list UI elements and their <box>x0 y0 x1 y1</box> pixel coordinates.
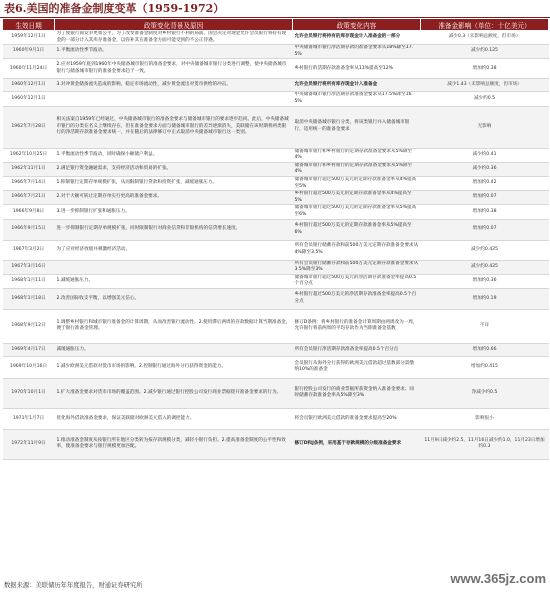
header-content: 政策变化内容 <box>293 19 421 31</box>
table-row <box>3 106 549 148</box>
row-date: 1968年1月18日 <box>3 288 55 309</box>
row-background: 优化海外借款准备金要求，保证美联储对欧洲美元借入的调控能力。 <box>55 408 293 429</box>
row-background: 3.进一步抑制银行扩张和通胀压力。 <box>55 205 293 219</box>
row-date: 1962年7月28日 <box>3 106 55 148</box>
table-row <box>3 429 549 459</box>
row-impact: 11月9日减少约2.5，11月16日减少约1.0，11月23日增加约0.3 <box>421 429 549 459</box>
row-background: 2.对于大额可转让定期存单实行更高的准备金要求。 <box>55 191 293 205</box>
row-date: 1966年9月15日 <box>3 219 55 240</box>
table-row <box>3 176 549 190</box>
row-content: 储备城市银行超过500万美元的定期存款准备金率从4%提高至5% <box>293 176 421 190</box>
header-date: 生效日期 <box>3 19 55 31</box>
row-date: 1969年4月17日 <box>3 343 55 356</box>
header-impact: 准备金影响（单位：十亿美元） <box>421 19 549 31</box>
row-content: 乡村银行超过500万美元的净活期存款准备金率提高0.5个百分点 <box>293 288 421 309</box>
row-date: 1962年10月25日 <box>3 148 55 162</box>
table-row <box>3 288 549 309</box>
row-date: 1972年11月9日 <box>3 429 55 459</box>
row-content: 中央储备城市银行净活期存款的准备金要求从18%降至17.5% <box>293 45 421 59</box>
row-content: 乡村银行超过500万美元的定期存款准备金率从5%提高至6% <box>293 219 421 240</box>
row-impact: 减少约0.125 <box>421 45 549 59</box>
row-content: 所有会员银行储蓄存款和前500万美元定期存款准备金要求从3.5%降至3% <box>293 260 421 274</box>
row-background: 为了应对经济放缓并刺激经济活动。 <box>55 240 293 260</box>
table-row <box>3 219 549 240</box>
row-background <box>55 92 293 106</box>
table-row <box>3 148 549 162</box>
table-row <box>3 356 549 378</box>
table-row <box>3 79 549 92</box>
row-background: 2.改善国际收支平衡，以增强美元信心。 <box>55 288 293 309</box>
row-content: 储备城市银行超过500万美元的定期存款准备金率从5%提高至6% <box>293 205 421 219</box>
table-row <box>3 309 549 343</box>
row-background: 1.推动准备金制度从按银行所在地区分类转为按存款规模分类，减轻小银行负担。2.提高准备金制度的公平性和效率，使准备金要求与银行规模更加匹配。 <box>55 429 293 459</box>
row-background <box>55 260 293 274</box>
watermark: www.365jz.com <box>450 571 546 586</box>
row-content: 允许会员银行将所有库存现金计入准备金 <box>293 79 421 92</box>
table-row <box>3 191 549 205</box>
row-date: 1962年11月1日 <box>3 162 55 176</box>
row-content: 储备城市银行和乡村银行的定期存款准备金要求从5%降至4% <box>293 148 421 162</box>
row-date: 1968年1月11日 <box>3 274 55 288</box>
table-row <box>3 408 549 429</box>
row-date: 1960年12月1日 <box>3 79 55 92</box>
row-content: 乡村银行超过500万美元的定期存款准备金率从4%提高至5% <box>293 191 421 205</box>
table-row <box>3 162 549 176</box>
row-content: 所有会员银行储蓄存款和前500万美元定期存款准备金要求从4%降至3.5% <box>293 240 421 260</box>
row-impact: 增加约0.38 <box>421 59 549 79</box>
table-row <box>3 205 549 219</box>
row-date: 1960年9月1日 <box>3 45 55 59</box>
row-content: 储备城市银行和乡村银行的定期存款准备金要求从5%降至4% <box>293 162 421 176</box>
table-header <box>3 19 549 31</box>
row-impact: 增加约0.19 <box>421 288 549 309</box>
row-background: 相关法案自1959年已经通过，中央储备城市银行的准备金要求与储备城市银行的要求逐步趋同。此后，中央储备城市银行的分类在名义上继续存在，但在准备金要求方面与储备城市银行的差异逐渐消失，美联储在该时期将两类银行的净活期存款准备金要求统一，并在随后的法律修订中正式取消中央储备城市银行这一类别。 <box>55 106 293 148</box>
row-background: 1.扩大准备金要求对货币市场的覆盖范围。2.减少银行通过银行控股公司发行商业票据绕开准备金要求的行为。 <box>55 378 293 408</box>
table-body <box>3 31 549 460</box>
row-impact: 减少约0.36 <box>421 162 549 176</box>
row-content: 银行控股公司发行的商业票据所获资金纳入准备金要求；同时储蓄存款准备金率从5%降至3% <box>293 378 421 408</box>
row-impact: 增加约0.07 <box>421 219 549 240</box>
row-date: 1971年1月7日 <box>3 408 55 429</box>
row-impact: 减少约0.425 <box>421 260 549 274</box>
row-impact: 减少1.43（未影响总额度，但市场） <box>421 79 549 92</box>
row-impact: 减少0.3（未影响总额度，但市场） <box>421 31 549 45</box>
reserve-requirement-table <box>2 18 549 460</box>
row-impact: 减少约0.5 <box>421 92 549 106</box>
row-impact: 不详 <box>421 309 549 343</box>
row-background: 1.平衡流动性季节波动。 <box>55 45 293 59</box>
source-note: 数据来源：美联储历年年度报告，财通证券研究所 <box>4 582 143 589</box>
row-impact: 增加约0.07 <box>421 191 549 205</box>
row-background: 1.抑制银行定期存单规模扩张，从而限制银行贷款和投资扩张，减缓通胀压力。 <box>55 176 293 190</box>
row-content: 会员银行从海外分行获得的欧洲美元借款超过基数部分需缴纳10%的准备金 <box>293 356 421 378</box>
row-impact: 增加约0.38 <box>421 205 549 219</box>
row-date: 1969年10月16日 <box>3 356 55 378</box>
row-date: 1960年11月24日 <box>3 59 55 79</box>
table-row <box>3 343 549 356</box>
row-background: 3.对冲黄金储备流失造成的影响，稳定市场流动性，减少黄金流出对货币供给的冲击。 <box>55 79 293 92</box>
row-date: 1966年7月14日 <box>3 176 55 190</box>
row-date: 1966年9月8日 <box>3 205 55 219</box>
row-impact: 增加约0.42 <box>421 176 549 190</box>
row-content: 乡村银行的活期存款准备金率从11%提高至12% <box>293 59 421 79</box>
row-date: 1967年3月16日 <box>3 260 55 274</box>
row-content: 将会员银行欧洲美元借款的准备金要求提高至20% <box>293 408 421 429</box>
row-background: 进一步抑制银行定期存单规模扩张，同时限制银行对商业信贷和非银机构的信贷增长速度。 <box>55 219 293 240</box>
row-impact: 净减少约0.5 <box>421 378 549 408</box>
row-date: 1968年9月12日 <box>3 309 55 343</box>
table-row <box>3 31 549 45</box>
row-background: 为了使银行间竞争更加公平，为了改变准备金制度对乡村银行不利的局面，国会决定对现金允许会员银行将持有现金的一部分计入其库存准备金，以弥补其在准备金方面可能受到的不公正待遇。 <box>55 31 293 45</box>
table-title: 表6.美国的准备金制度变革（1959-1972） <box>0 0 550 18</box>
row-content: 允许会员银行将持有的库存现金计入准备金的一部分 <box>293 31 421 45</box>
row-impact: 减少约0.425 <box>421 240 549 260</box>
table-row <box>3 274 549 288</box>
row-background: 1.平衡流动性季节波动，同时确保小额储户利益。 <box>55 148 293 162</box>
row-impact: 增加约0.36 <box>421 274 549 288</box>
row-background: 2.应对1959年底到1960年中央储备城市银行的准备金要求，对中央储备城市银行分类进行调整，使中央储备城市银行与储备城市银行的准备金要求趋于一致。 <box>55 59 293 79</box>
row-impact: 减少约0.41 <box>421 148 549 162</box>
row-background: 1.减缓通胀压力。 <box>55 274 293 288</box>
table-row <box>3 45 549 59</box>
row-content: 修订D条例：将乡村银行的准备金计算周期由两周改为一周，允许银行将前两周的平均存款作为当期准备金基数 <box>293 309 421 343</box>
table-row <box>3 260 549 274</box>
row-impact: 影响很小 <box>421 408 549 429</box>
row-background: 1.调整乡村银行和城市银行准备金的计算周期，从而改善银行流动性。2.使用滞后两周的存款数据计算当期准备金，便于银行准备金管理。 <box>55 309 293 343</box>
row-background: 减缓通胀压力。 <box>55 343 293 356</box>
row-date: 1970年10月1日 <box>3 378 55 408</box>
table-row <box>3 378 549 408</box>
header-background: 政策变化背景及原因 <box>55 19 293 31</box>
row-content: 中央储备城市银行净活期存款准备金要求从17.5%降至16.5% <box>293 92 421 106</box>
row-content: 储备城市银行超过500万美元的净活期存款准备金率提高0.5个百分点 <box>293 274 421 288</box>
row-date: 1966年7月21日 <box>3 191 55 205</box>
table-row <box>3 59 549 79</box>
row-impact: 增加约0.66 <box>421 343 549 356</box>
table-row <box>3 92 549 106</box>
row-content: 取消中央储备城市银行分类，将该类银行并入储备城市银行，适用统一的准备金要求 <box>293 106 421 148</box>
row-content: 修订D和J条例，采用基于存款规模的分级准备金要求 <box>293 429 421 459</box>
row-impact: 增加约0.415 <box>421 356 549 378</box>
row-background: 1.减少欧洲美元借款对货币市场的影响。2.控制银行通过海外分行获得资金的能力。 <box>55 356 293 378</box>
row-content: 所有会员银行净活期存款准备金率提高0.5个百分点 <box>293 343 421 356</box>
row-impact: 无影响 <box>421 106 549 148</box>
table-row <box>3 240 549 260</box>
row-background: 2.满足银行资金融通需求，支持经济活动和贸易的扩张。 <box>55 162 293 176</box>
row-date: 1967年3月2日 <box>3 240 55 260</box>
row-date: 1959年12月1日 <box>3 31 55 45</box>
row-date: 1960年12月1日 <box>3 92 55 106</box>
